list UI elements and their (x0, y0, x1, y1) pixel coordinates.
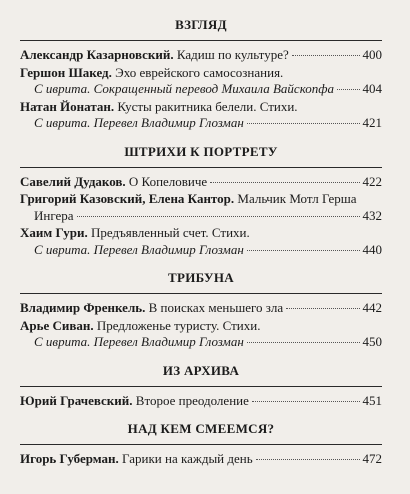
section-title: ВЗГЛЯД (175, 17, 227, 32)
section-divider (20, 167, 382, 168)
entry-page: 400 (362, 47, 382, 62)
entry-page: 440 (362, 241, 382, 257)
entry-page: 432 (362, 207, 382, 223)
section-divider (20, 40, 382, 41)
toc-entry (20, 318, 382, 351)
entry-author: Натан Йонатан. (20, 98, 115, 114)
section-title: ШТРИХИ К ПОРТРЕТУ (124, 143, 278, 159)
entry-author: Владимир Френкель. (20, 300, 146, 315)
toc-section (20, 17, 382, 132)
entry-translation: С иврита. Перевел Владимир Глозман (34, 115, 244, 130)
toc-entry (20, 47, 382, 64)
leader-dots (247, 123, 360, 124)
entry-page: 472 (362, 451, 382, 466)
entry-translation: С иврита. Перевел Владимир Глозман (34, 241, 244, 257)
leader-dots (252, 401, 360, 402)
entry-page: 450 (362, 334, 382, 349)
leader-dots (210, 182, 359, 183)
entry-author: Арье Сиван. (20, 317, 94, 333)
section-divider (20, 444, 382, 445)
toc-entry (20, 99, 382, 132)
section-title: ИЗ АРХИВА (162, 362, 240, 378)
leader-dots (286, 308, 359, 309)
section-divider (20, 386, 382, 387)
leader-dots (247, 342, 360, 343)
leader-dots (292, 55, 360, 56)
toc-entry (20, 174, 382, 191)
section-divider (20, 293, 382, 294)
entry-translation: С иврита. Сокращенный перевод Михаила Вайскопфа (34, 81, 335, 96)
entry-page: 442 (362, 300, 382, 315)
entry-title: Предложенье туристу. Стихи. (96, 317, 261, 333)
entry-page: 451 (362, 392, 382, 408)
section-title: НАД КЕМ СМЕЕМСЯ? (127, 421, 275, 436)
toc-section (20, 363, 382, 410)
toc-entry (20, 191, 382, 224)
leader-dots (77, 216, 360, 217)
entry-title: Эхо еврейского самосознания. (115, 64, 284, 80)
entry-page: 421 (362, 115, 382, 130)
entry-title: Мальчик Мотл Герша (237, 191, 357, 206)
toc-entry (20, 225, 382, 258)
leader-dots (337, 89, 359, 90)
toc-section (20, 270, 382, 351)
entry-title: Кусты ракитника белели. Стихи. (117, 98, 298, 114)
entry-title: Кадиш по культуре? (176, 47, 289, 62)
entry-author: Юрий Грачевский. (20, 392, 133, 408)
toc-section (20, 421, 382, 468)
entry-author: Хаим Гури. (20, 225, 88, 240)
toc-section (20, 144, 382, 259)
leader-dots (247, 250, 360, 251)
entry-author: Гершон Шакед. (20, 64, 112, 80)
leader-dots (256, 459, 360, 460)
entry-translation: С иврита. Перевел Владимир Глозман (34, 334, 244, 349)
entry-author: Игорь Губерман. (20, 451, 119, 466)
entry-page: 422 (362, 173, 382, 189)
toc-entry (20, 393, 382, 410)
entry-author: Савелий Дудаков. (20, 173, 126, 189)
entry-title: Гарики на каждый день (122, 451, 253, 466)
entry-title: О Копеловиче (128, 173, 208, 189)
entry-title: Второе преодоление (135, 392, 249, 408)
entry-title: Предъявленный счет. Стихи. (90, 225, 250, 240)
entry-title: В поисках меньшего зла (148, 300, 284, 315)
entry-page: 404 (362, 81, 382, 96)
section-title: ТРИБУНА (167, 270, 234, 285)
toc-entry (20, 65, 382, 98)
entry-title-continued: Ингера (34, 207, 74, 223)
entry-author: Григорий Казовский, Елена Кантор. (20, 191, 235, 206)
toc-entry (20, 451, 382, 468)
toc-entry (20, 300, 382, 317)
entry-author: Александр Казарновский. (20, 47, 174, 62)
